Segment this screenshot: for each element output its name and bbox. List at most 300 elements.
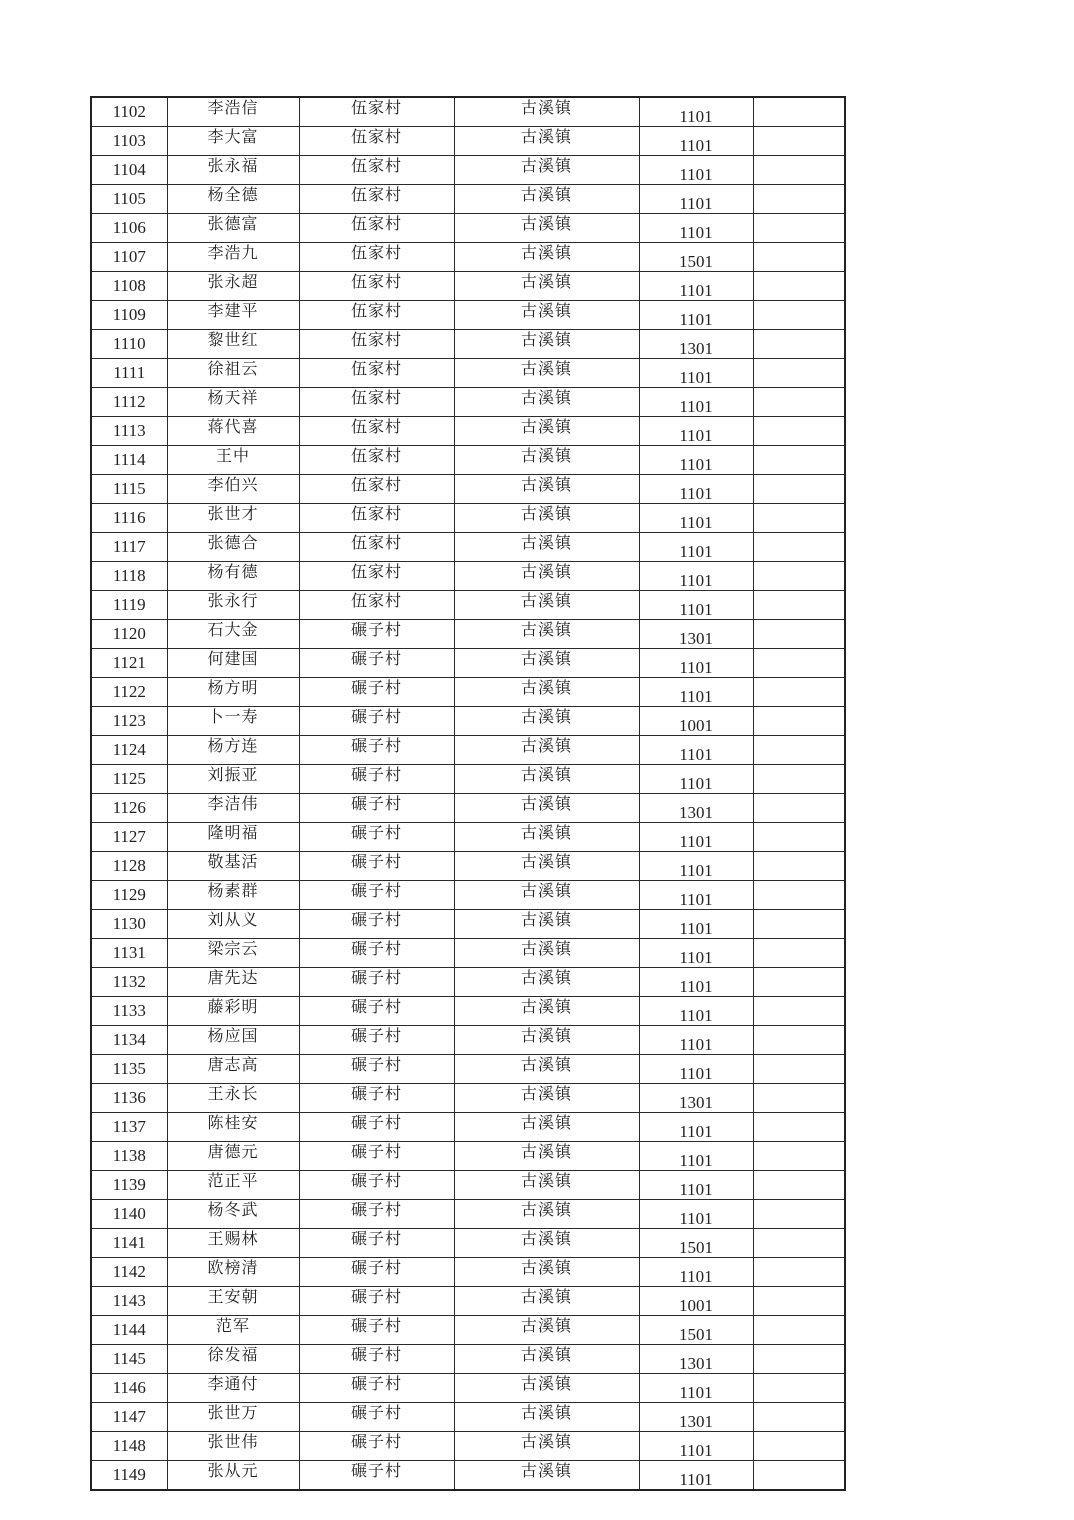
village-cell: 碾子村: [299, 1229, 454, 1258]
code-cell: 1101: [639, 1026, 753, 1055]
town-cell: 古溪镇: [454, 1403, 639, 1432]
code-cell: 1101: [639, 97, 753, 127]
code-cell: 1101: [639, 359, 753, 388]
name-cell: 张世万: [167, 1403, 299, 1432]
name-cell: 蒋代喜: [167, 417, 299, 446]
village-cell: 碾子村: [299, 910, 454, 939]
town-cell: 古溪镇: [454, 881, 639, 910]
name-cell: 杨应国: [167, 1026, 299, 1055]
code-cell: 1101: [639, 446, 753, 475]
row-number-cell: 1112: [91, 388, 167, 417]
village-cell: 伍家村: [299, 185, 454, 214]
code-cell: 1301: [639, 330, 753, 359]
note-cell: [753, 1316, 845, 1345]
town-cell: 古溪镇: [454, 765, 639, 794]
table-row: [91, 1287, 845, 1316]
note-cell: [753, 852, 845, 881]
village-cell: 碾子村: [299, 823, 454, 852]
name-cell: 唐德元: [167, 1142, 299, 1171]
town-cell: 古溪镇: [454, 997, 639, 1026]
note-cell: [753, 1229, 845, 1258]
row-number-cell: 1107: [91, 243, 167, 272]
name-cell: 李通付: [167, 1374, 299, 1403]
table-row: [91, 214, 845, 243]
row-number-cell: 1109: [91, 301, 167, 330]
village-cell: 碾子村: [299, 997, 454, 1026]
town-cell: 古溪镇: [454, 823, 639, 852]
village-cell: 碾子村: [299, 1374, 454, 1403]
table-row: [91, 330, 845, 359]
row-number-cell: 1143: [91, 1287, 167, 1316]
row-number-cell: 1136: [91, 1084, 167, 1113]
code-cell: 1101: [639, 939, 753, 968]
code-cell: 1001: [639, 707, 753, 736]
note-cell: [753, 910, 845, 939]
code-cell: 1101: [639, 1461, 753, 1491]
code-cell: 1101: [639, 1142, 753, 1171]
code-cell: 1101: [639, 649, 753, 678]
row-number-cell: 1124: [91, 736, 167, 765]
village-cell: 伍家村: [299, 446, 454, 475]
row-number-cell: 1102: [91, 97, 167, 127]
town-cell: 古溪镇: [454, 1287, 639, 1316]
row-number-cell: 1138: [91, 1142, 167, 1171]
row-number-cell: 1145: [91, 1345, 167, 1374]
town-cell: 古溪镇: [454, 388, 639, 417]
name-cell: 石大金: [167, 620, 299, 649]
table-row: [91, 939, 845, 968]
village-cell: 伍家村: [299, 475, 454, 504]
code-cell: 1101: [639, 852, 753, 881]
note-cell: [753, 1200, 845, 1229]
row-number-cell: 1111: [91, 359, 167, 388]
table-row: [91, 794, 845, 823]
note-cell: [753, 504, 845, 533]
table-row: [91, 1026, 845, 1055]
row-number-cell: 1115: [91, 475, 167, 504]
town-cell: 古溪镇: [454, 794, 639, 823]
name-cell: 张世伟: [167, 1432, 299, 1461]
village-cell: 碾子村: [299, 881, 454, 910]
village-cell: 伍家村: [299, 97, 454, 127]
town-cell: 古溪镇: [454, 562, 639, 591]
village-cell: 碾子村: [299, 794, 454, 823]
town-cell: 古溪镇: [454, 678, 639, 707]
town-cell: 古溪镇: [454, 504, 639, 533]
village-cell: 伍家村: [299, 127, 454, 156]
note-cell: [753, 214, 845, 243]
village-cell: 碾子村: [299, 620, 454, 649]
table-row: [91, 910, 845, 939]
row-number-cell: 1118: [91, 562, 167, 591]
village-cell: 伍家村: [299, 330, 454, 359]
table-body: [91, 97, 845, 1490]
village-cell: 碾子村: [299, 1084, 454, 1113]
code-cell: 1101: [639, 1171, 753, 1200]
name-cell: 王赐林: [167, 1229, 299, 1258]
code-cell: 1101: [639, 301, 753, 330]
code-cell: 1301: [639, 620, 753, 649]
table-row: [91, 359, 845, 388]
village-cell: 伍家村: [299, 243, 454, 272]
row-number-cell: 1142: [91, 1258, 167, 1287]
row-number-cell: 1117: [91, 533, 167, 562]
row-number-cell: 1127: [91, 823, 167, 852]
table-row: [91, 649, 845, 678]
row-number-cell: 1128: [91, 852, 167, 881]
table-row: [91, 968, 845, 997]
town-cell: 古溪镇: [454, 939, 639, 968]
table-row: [91, 475, 845, 504]
village-cell: 伍家村: [299, 388, 454, 417]
village-cell: 伍家村: [299, 272, 454, 301]
name-cell: 杨素群: [167, 881, 299, 910]
row-number-cell: 1148: [91, 1432, 167, 1461]
code-cell: 1101: [639, 678, 753, 707]
table-row: [91, 1461, 845, 1491]
table-row: [91, 1403, 845, 1432]
town-cell: 古溪镇: [454, 1084, 639, 1113]
name-cell: 陈桂安: [167, 1113, 299, 1142]
name-cell: 刘振亚: [167, 765, 299, 794]
note-cell: [753, 1432, 845, 1461]
note-cell: [753, 678, 845, 707]
note-cell: [753, 475, 845, 504]
town-cell: 古溪镇: [454, 1113, 639, 1142]
note-cell: [753, 1171, 845, 1200]
name-cell: 卜一寿: [167, 707, 299, 736]
name-cell: 唐先达: [167, 968, 299, 997]
note-cell: [753, 1113, 845, 1142]
row-number-cell: 1110: [91, 330, 167, 359]
town-cell: 古溪镇: [454, 214, 639, 243]
code-cell: 1101: [639, 765, 753, 794]
village-cell: 碾子村: [299, 1345, 454, 1374]
table-row: [91, 678, 845, 707]
name-cell: 王中: [167, 446, 299, 475]
code-cell: 1101: [639, 417, 753, 446]
row-number-cell: 1104: [91, 156, 167, 185]
name-cell: 张永福: [167, 156, 299, 185]
code-cell: 1101: [639, 272, 753, 301]
name-cell: 范军: [167, 1316, 299, 1345]
table-row: [91, 852, 845, 881]
name-cell: 徐祖云: [167, 359, 299, 388]
row-number-cell: 1144: [91, 1316, 167, 1345]
name-cell: 黎世红: [167, 330, 299, 359]
table-row: [91, 301, 845, 330]
village-cell: 伍家村: [299, 417, 454, 446]
name-cell: 李大富: [167, 127, 299, 156]
table-row: [91, 620, 845, 649]
village-cell: 碾子村: [299, 1461, 454, 1491]
town-cell: 古溪镇: [454, 620, 639, 649]
row-number-cell: 1139: [91, 1171, 167, 1200]
note-cell: [753, 881, 845, 910]
town-cell: 古溪镇: [454, 1229, 639, 1258]
note-cell: [753, 533, 845, 562]
town-cell: 古溪镇: [454, 591, 639, 620]
row-number-cell: 1106: [91, 214, 167, 243]
code-cell: 1101: [639, 388, 753, 417]
note-cell: [753, 1374, 845, 1403]
town-cell: 古溪镇: [454, 243, 639, 272]
village-cell: 碾子村: [299, 1113, 454, 1142]
note-cell: [753, 1287, 845, 1316]
name-cell: 杨天祥: [167, 388, 299, 417]
name-cell: 何建国: [167, 649, 299, 678]
name-cell: 隆明福: [167, 823, 299, 852]
village-cell: 碾子村: [299, 736, 454, 765]
row-number-cell: 1129: [91, 881, 167, 910]
row-number-cell: 1105: [91, 185, 167, 214]
village-cell: 碾子村: [299, 1316, 454, 1345]
code-cell: 1101: [639, 591, 753, 620]
town-cell: 古溪镇: [454, 185, 639, 214]
row-number-cell: 1135: [91, 1055, 167, 1084]
village-cell: 碾子村: [299, 1142, 454, 1171]
row-number-cell: 1133: [91, 997, 167, 1026]
table-row: [91, 881, 845, 910]
town-cell: 古溪镇: [454, 301, 639, 330]
note-cell: [753, 736, 845, 765]
table-row: [91, 1171, 845, 1200]
town-cell: 古溪镇: [454, 1171, 639, 1200]
village-cell: 伍家村: [299, 504, 454, 533]
code-cell: 1101: [639, 156, 753, 185]
data-table: [90, 96, 846, 1491]
table-row: [91, 1229, 845, 1258]
note-cell: [753, 127, 845, 156]
row-number-cell: 1130: [91, 910, 167, 939]
name-cell: 李建平: [167, 301, 299, 330]
village-cell: 伍家村: [299, 301, 454, 330]
code-cell: 1001: [639, 1287, 753, 1316]
code-cell: 1101: [639, 968, 753, 997]
note-cell: [753, 97, 845, 127]
note-cell: [753, 1026, 845, 1055]
note-cell: [753, 359, 845, 388]
village-cell: 伍家村: [299, 562, 454, 591]
note-cell: [753, 301, 845, 330]
note-cell: [753, 243, 845, 272]
table-row: [91, 707, 845, 736]
name-cell: 张永超: [167, 272, 299, 301]
table-row: [91, 446, 845, 475]
code-cell: 1101: [639, 997, 753, 1026]
code-cell: 1101: [639, 1258, 753, 1287]
row-number-cell: 1137: [91, 1113, 167, 1142]
name-cell: 张德合: [167, 533, 299, 562]
note-cell: [753, 417, 845, 446]
row-number-cell: 1134: [91, 1026, 167, 1055]
table-row: [91, 1055, 845, 1084]
note-cell: [753, 1142, 845, 1171]
table-row: [91, 1142, 845, 1171]
village-cell: 碾子村: [299, 1171, 454, 1200]
village-cell: 伍家村: [299, 359, 454, 388]
name-cell: 藤彩明: [167, 997, 299, 1026]
row-number-cell: 1114: [91, 446, 167, 475]
table-row: [91, 1113, 845, 1142]
code-cell: 1101: [639, 1113, 753, 1142]
table-row: [91, 1200, 845, 1229]
village-cell: 伍家村: [299, 591, 454, 620]
town-cell: 古溪镇: [454, 446, 639, 475]
name-cell: 梁宗云: [167, 939, 299, 968]
town-cell: 古溪镇: [454, 127, 639, 156]
town-cell: 古溪镇: [454, 1432, 639, 1461]
row-number-cell: 1126: [91, 794, 167, 823]
table-row: [91, 243, 845, 272]
name-cell: 刘从义: [167, 910, 299, 939]
town-cell: 古溪镇: [454, 910, 639, 939]
name-cell: 张永行: [167, 591, 299, 620]
village-cell: 碾子村: [299, 852, 454, 881]
note-cell: [753, 707, 845, 736]
town-cell: 古溪镇: [454, 97, 639, 127]
name-cell: 杨方连: [167, 736, 299, 765]
code-cell: 1501: [639, 243, 753, 272]
note-cell: [753, 591, 845, 620]
table-row: [91, 272, 845, 301]
note-cell: [753, 562, 845, 591]
note-cell: [753, 156, 845, 185]
table-row: [91, 504, 845, 533]
town-cell: 古溪镇: [454, 1374, 639, 1403]
town-cell: 古溪镇: [454, 852, 639, 881]
note-cell: [753, 1258, 845, 1287]
note-cell: [753, 388, 845, 417]
code-cell: 1101: [639, 910, 753, 939]
note-cell: [753, 446, 845, 475]
code-cell: 1101: [639, 533, 753, 562]
name-cell: 李浩九: [167, 243, 299, 272]
town-cell: 古溪镇: [454, 330, 639, 359]
code-cell: 1301: [639, 1345, 753, 1374]
table-row: [91, 1432, 845, 1461]
note-cell: [753, 794, 845, 823]
village-cell: 碾子村: [299, 1258, 454, 1287]
row-number-cell: 1121: [91, 649, 167, 678]
name-cell: 唐志高: [167, 1055, 299, 1084]
note-cell: [753, 1461, 845, 1491]
code-cell: 1101: [639, 127, 753, 156]
town-cell: 古溪镇: [454, 417, 639, 446]
row-number-cell: 1146: [91, 1374, 167, 1403]
code-cell: 1101: [639, 475, 753, 504]
table-row: [91, 185, 845, 214]
village-cell: 碾子村: [299, 765, 454, 794]
row-number-cell: 1149: [91, 1461, 167, 1491]
code-cell: 1101: [639, 1055, 753, 1084]
note-cell: [753, 620, 845, 649]
note-cell: [753, 1345, 845, 1374]
row-number-cell: 1119: [91, 591, 167, 620]
note-cell: [753, 1084, 845, 1113]
village-cell: 碾子村: [299, 678, 454, 707]
table-row: [91, 562, 845, 591]
table-row: [91, 736, 845, 765]
code-cell: 1101: [639, 823, 753, 852]
town-cell: 古溪镇: [454, 1316, 639, 1345]
name-cell: 杨冬武: [167, 1200, 299, 1229]
row-number-cell: 1141: [91, 1229, 167, 1258]
village-cell: 碾子村: [299, 1287, 454, 1316]
name-cell: 王安朝: [167, 1287, 299, 1316]
name-cell: 欧榜清: [167, 1258, 299, 1287]
village-cell: 伍家村: [299, 214, 454, 243]
code-cell: 1501: [639, 1229, 753, 1258]
table-row: [91, 127, 845, 156]
village-cell: 碾子村: [299, 649, 454, 678]
code-cell: 1101: [639, 1200, 753, 1229]
name-cell: 杨方明: [167, 678, 299, 707]
note-cell: [753, 272, 845, 301]
code-cell: 1301: [639, 1084, 753, 1113]
note-cell: [753, 997, 845, 1026]
table-row: [91, 1084, 845, 1113]
table-row: [91, 388, 845, 417]
table-row: [91, 1258, 845, 1287]
row-number-cell: 1116: [91, 504, 167, 533]
town-cell: 古溪镇: [454, 1142, 639, 1171]
name-cell: 李洁伟: [167, 794, 299, 823]
name-cell: 敬基活: [167, 852, 299, 881]
row-number-cell: 1103: [91, 127, 167, 156]
town-cell: 古溪镇: [454, 707, 639, 736]
name-cell: 张世才: [167, 504, 299, 533]
town-cell: 古溪镇: [454, 1258, 639, 1287]
table-row: [91, 765, 845, 794]
code-cell: 1501: [639, 1316, 753, 1345]
name-cell: 杨有德: [167, 562, 299, 591]
row-number-cell: 1147: [91, 1403, 167, 1432]
note-cell: [753, 185, 845, 214]
code-cell: 1301: [639, 794, 753, 823]
note-cell: [753, 765, 845, 794]
code-cell: 1101: [639, 214, 753, 243]
code-cell: 1101: [639, 1374, 753, 1403]
village-cell: 伍家村: [299, 156, 454, 185]
village-cell: 碾子村: [299, 939, 454, 968]
town-cell: 古溪镇: [454, 1055, 639, 1084]
town-cell: 古溪镇: [454, 1345, 639, 1374]
table-row: [91, 1345, 845, 1374]
row-number-cell: 1131: [91, 939, 167, 968]
town-cell: 古溪镇: [454, 968, 639, 997]
name-cell: 张从元: [167, 1461, 299, 1491]
name-cell: 李浩信: [167, 97, 299, 127]
code-cell: 1101: [639, 562, 753, 591]
row-number-cell: 1120: [91, 620, 167, 649]
village-cell: 碾子村: [299, 1200, 454, 1229]
table-row: [91, 1316, 845, 1345]
row-number-cell: 1113: [91, 417, 167, 446]
town-cell: 古溪镇: [454, 156, 639, 185]
town-cell: 古溪镇: [454, 736, 639, 765]
note-cell: [753, 939, 845, 968]
code-cell: 1301: [639, 1403, 753, 1432]
name-cell: 徐发福: [167, 1345, 299, 1374]
table-row: [91, 997, 845, 1026]
name-cell: 王永长: [167, 1084, 299, 1113]
table-row: [91, 823, 845, 852]
village-cell: 伍家村: [299, 533, 454, 562]
table-row: [91, 156, 845, 185]
row-number-cell: 1132: [91, 968, 167, 997]
town-cell: 古溪镇: [454, 1026, 639, 1055]
